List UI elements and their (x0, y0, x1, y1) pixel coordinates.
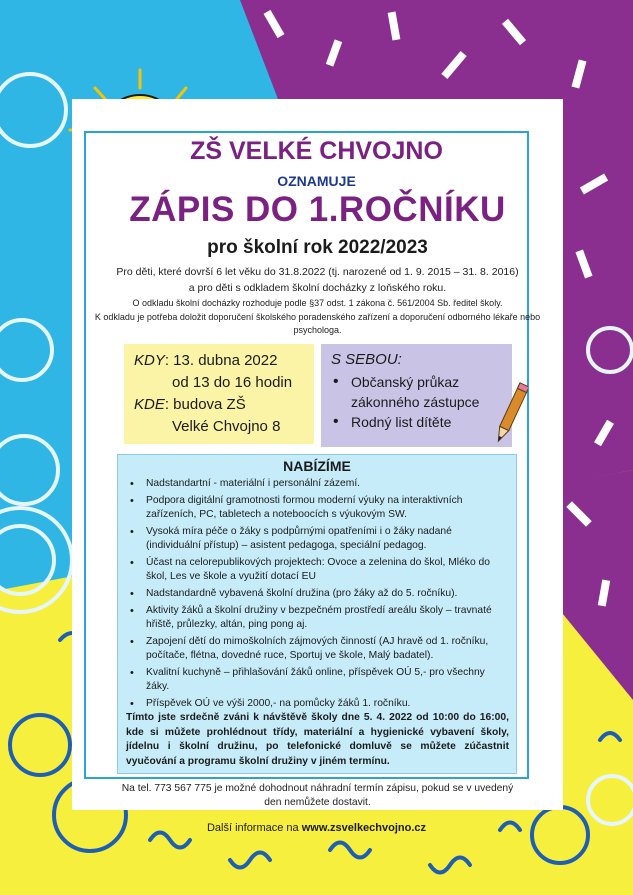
place-value: : budova ZŠ (164, 396, 246, 413)
date-value: : 13. dubna 2022 (164, 352, 278, 369)
offer-item: • Účast na celorepublikových projektech: Ovoce a zelenina do škol, Mléko do škol, Les ve škole a využití dotací EU (124, 556, 509, 584)
offer-item: • Aktivity žáků a školní družiny v bezpečném prostředí areálu školy – travnaté hřiště, průlezky, altán, ping pong aj. (124, 604, 509, 632)
intro-line-2: a pro děti s odkladem školní docházky z loňského roku. (188, 282, 447, 294)
offer-item: • Příspěvek OÚ ve výši 2000,- na pomůcky žáků 1. ročníku. (124, 697, 509, 711)
deferral-note-1: O odkladu školní docházky rozhoduje podle §37 odst. 1 zákona č. 561/2004 Sb. ředitel školy. (132, 298, 503, 308)
deferral-note (90, 297, 545, 338)
offer-item: • Nadstandartní - materiální i personální zázemí. (124, 477, 509, 491)
offer-item: • Kvalitní kuchyně – přihlašování žáků online, příspěvek OÚ 5,- pro všechny žáky. (124, 666, 509, 694)
when-where-box (124, 344, 314, 444)
intro-line-1: Pro děti, které dovrší 6 let věku do 31.8.2022 (tj. narozené od 1. 9. 2015 – 31. 8. 2016) (116, 266, 519, 278)
bring-title: S SEBOU: (331, 351, 402, 368)
offer-title: NABÍZÍME (283, 458, 351, 474)
bring-item: • Rodný list dítěte (331, 412, 502, 432)
announces-label: OZNAMUJE (277, 173, 356, 189)
phone-note-line-2: den nemůžete dostavit. (264, 797, 371, 808)
school-year: pro školní rok 2022/2023 (207, 237, 428, 258)
offer-item: • Nadstandardně vybavená školní družina (pro žáky až do 5. ročníku). (124, 587, 509, 601)
offer-list (124, 477, 509, 714)
more-info-label: Další informace na (206, 822, 302, 834)
when-label: KDY (134, 352, 165, 369)
bring-box (321, 344, 512, 447)
phone-note (90, 782, 545, 810)
offer-item: • Podpora digitální gramotnosti formou moderní výuky na interaktivních zařízeních, PC, tabletech a noteboocích s výukovým SW. (124, 494, 509, 522)
where-label: KDE (134, 396, 165, 413)
offer-item: • Vysoká míra péče o žáky s podpůrnými opatřeními i o žáky nadané (individuální přístup) – asistent pedagoga, speciální pedagog. (124, 525, 509, 553)
intro-text (90, 264, 545, 296)
where-address: Velké Chvojno 8 (172, 418, 281, 435)
school-name: ZŠ VELKÉ CHVOJNO (190, 137, 443, 165)
phone-note-line-1: Na tel. 773 567 775 je možné dohodnout náhradní termín zápisu, pokud se v uvedený (121, 783, 514, 794)
bring-item: • Občanský průkaz zákonného zástupce (331, 372, 502, 412)
offer-item: • Zapojení dětí do mimoškolních zájmových činností (AJ hravě od 1. ročníku, počítače, flétna, dovedné ruce, Sportuj ve škole, Malý badatel). (124, 635, 509, 663)
where-place (134, 394, 304, 416)
deferral-note-2: K odkladu je potřeba doložit doporučení školského poradenského zařízení a doporučení odborného lékaře nebo psychologa. (94, 311, 541, 335)
website-link[interactable]: www.zsvelkechvojno.cz (301, 822, 427, 834)
when-date (134, 350, 304, 372)
open-day-invitation: Tímto jste srdečně zváni k návštěvě školy dne 5. 4. 2022 od 10:00 do 16:00, kde si můžete prohlédnout třídy, materiální a hygienické vybavení školy, jídelnu i školní družinu, po telefonické domluvě se můžete zúčastnit vyučování a programu školní družiny v jiném termínu. (126, 712, 509, 767)
pencil-icon (494, 378, 528, 450)
when-time: od 13 do 16 hodin (172, 374, 293, 391)
more-info (0, 822, 633, 834)
page-title: ZÁPIS DO 1.ROČNÍKU (129, 190, 506, 229)
bring-list (331, 372, 502, 432)
